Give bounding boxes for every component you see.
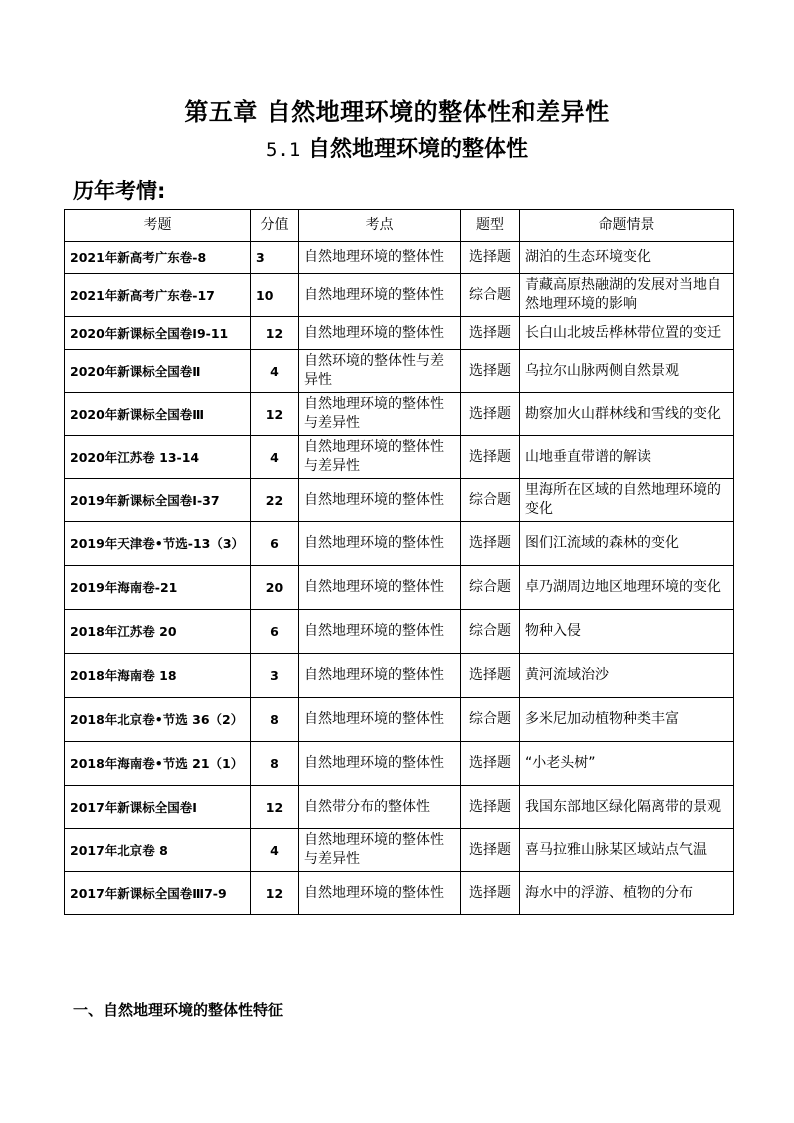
cell-context: 海水中的浮游、植物的分布 — [520, 872, 734, 915]
cell-type: 选择题 — [461, 742, 520, 786]
cell-exam: 2021年新高考广东卷-17 — [65, 274, 251, 317]
cell-topic: 自然地理环境的整体性 — [299, 242, 461, 274]
cell-score: 22 — [251, 479, 299, 522]
table-row — [65, 742, 734, 786]
table-row — [65, 566, 734, 610]
cell-context: 喜马拉雅山脉某区域站点气温 — [520, 829, 734, 872]
cell-type: 综合题 — [461, 274, 520, 317]
cell-topic: 自然地理环境的整体性 — [299, 872, 461, 915]
cell-score: 12 — [251, 872, 299, 915]
cell-topic: 自然环境的整体性与差异性 — [299, 350, 461, 393]
cell-context: 黄河流域治沙 — [520, 654, 734, 698]
cell-score: 12 — [251, 317, 299, 350]
cell-type: 选择题 — [461, 522, 520, 566]
cell-context: 我国东部地区绿化隔离带的景观 — [520, 786, 734, 829]
cell-exam: 2017年新课标全国卷Ⅲ7-9 — [65, 872, 251, 915]
table-row — [65, 317, 734, 350]
cell-context: “小老头树” — [520, 742, 734, 786]
cell-context: 长白山北坡岳桦林带位置的变迁 — [520, 317, 734, 350]
section-number: 5.1 — [265, 139, 301, 161]
cell-topic: 自然地理环境的整体性 — [299, 654, 461, 698]
cell-score: 8 — [251, 742, 299, 786]
chapter-title: 第五章 自然地理环境的整体性和差异性 — [184, 98, 610, 126]
cell-type: 综合题 — [461, 566, 520, 610]
cell-topic: 自然地理环境的整体性与差异性 — [299, 436, 461, 479]
cell-score: 12 — [251, 393, 299, 436]
cell-topic: 自然地理环境的整体性 — [299, 317, 461, 350]
cell-type: 选择题 — [461, 654, 520, 698]
table-row — [65, 393, 734, 436]
cell-score: 4 — [251, 829, 299, 872]
header-score: 分值 — [251, 210, 299, 242]
cell-exam: 2018年江苏卷 20 — [65, 610, 251, 654]
cell-type: 选择题 — [461, 317, 520, 350]
cell-exam: 2019年天津卷•节选-13（3） — [65, 522, 251, 566]
cell-exam: 2017年新课标全国卷Ⅰ — [65, 786, 251, 829]
cell-score: 6 — [251, 522, 299, 566]
table-row — [65, 274, 734, 317]
cell-exam: 2020年新课标全国卷Ⅱ — [65, 350, 251, 393]
cell-topic: 自然地理环境的整体性 — [299, 698, 461, 742]
cell-score: 10 — [251, 274, 299, 317]
cell-topic: 自然地理环境的整体性 — [299, 274, 461, 317]
cell-score: 4 — [251, 436, 299, 479]
cell-context: 图们江流域的森林的变化 — [520, 522, 734, 566]
cell-exam: 2020年江苏卷 13-14 — [65, 436, 251, 479]
header-topic: 考点 — [299, 210, 461, 242]
cell-type: 选择题 — [461, 393, 520, 436]
cell-type: 综合题 — [461, 479, 520, 522]
cell-type: 选择题 — [461, 872, 520, 915]
cell-context: 卓乃湖周边地区地理环境的变化 — [520, 566, 734, 610]
cell-context: 里海所在区域的自然地理环境的变化 — [520, 479, 734, 522]
section-title-text: 自然地理环境的整体性 — [307, 137, 528, 162]
cell-context: 多米尼加动植物种类丰富 — [520, 698, 734, 742]
heading-1: 一、自然地理环境的整体性特征 — [73, 1001, 284, 1019]
cell-topic: 自然地理环境的整体性 — [299, 742, 461, 786]
header-context: 命题情景 — [520, 210, 734, 242]
cell-exam: 2018年北京卷•节选 36（2） — [65, 698, 251, 742]
cell-topic: 自然地理环境的整体性 — [299, 522, 461, 566]
cell-exam: 2020年新课标全国卷Ⅰ9-11 — [65, 317, 251, 350]
cell-topic: 自然地理环境的整体性 — [299, 610, 461, 654]
cell-topic: 自然地理环境的整体性与差异性 — [299, 393, 461, 436]
cell-score: 6 — [251, 610, 299, 654]
table-header-row — [65, 210, 734, 242]
cell-exam: 2019年海南卷-21 — [65, 566, 251, 610]
table-row — [65, 872, 734, 915]
table-row — [65, 350, 734, 393]
cell-type: 选择题 — [461, 242, 520, 274]
exam-table — [64, 209, 734, 915]
table-row — [65, 522, 734, 566]
cell-type: 选择题 — [461, 829, 520, 872]
table-row — [65, 610, 734, 654]
cell-exam: 2021年新高考广东卷-8 — [65, 242, 251, 274]
cell-score: 20 — [251, 566, 299, 610]
cell-score: 4 — [251, 350, 299, 393]
cell-context: 湖泊的生态环境变化 — [520, 242, 734, 274]
cell-context: 乌拉尔山脉两侧自然景观 — [520, 350, 734, 393]
table-row — [65, 654, 734, 698]
cell-type: 综合题 — [461, 610, 520, 654]
cell-score: 3 — [251, 654, 299, 698]
table-row — [65, 436, 734, 479]
header-type: 题型 — [461, 210, 520, 242]
cell-exam: 2018年海南卷•节选 21（1） — [65, 742, 251, 786]
table-row — [65, 698, 734, 742]
cell-score: 3 — [251, 242, 299, 274]
cell-context: 山地垂直带谱的解读 — [520, 436, 734, 479]
cell-context: 青藏高原热融湖的发展对当地自然地理环境的影响 — [520, 274, 734, 317]
history-label: 历年考情: — [73, 179, 166, 203]
table-row — [65, 786, 734, 829]
cell-topic: 自然地理环境的整体性 — [299, 479, 461, 522]
table-row — [65, 829, 734, 872]
cell-score: 8 — [251, 698, 299, 742]
section-title — [0, 132, 794, 163]
cell-type: 选择题 — [461, 786, 520, 829]
cell-type: 选择题 — [461, 350, 520, 393]
cell-topic: 自然地理环境的整体性 — [299, 566, 461, 610]
cell-score: 12 — [251, 786, 299, 829]
cell-type: 综合题 — [461, 698, 520, 742]
cell-exam: 2019年新课标全国卷Ⅰ-37 — [65, 479, 251, 522]
table-row — [65, 242, 734, 274]
cell-context: 勘察加火山群林线和雪线的变化 — [520, 393, 734, 436]
cell-exam: 2018年海南卷 18 — [65, 654, 251, 698]
table-row — [65, 479, 734, 522]
cell-topic: 自然带分布的整体性 — [299, 786, 461, 829]
cell-topic: 自然地理环境的整体性与差异性 — [299, 829, 461, 872]
header-exam: 考题 — [65, 210, 251, 242]
cell-exam: 2020年新课标全国卷Ⅲ — [65, 393, 251, 436]
cell-exam: 2017年北京卷 8 — [65, 829, 251, 872]
cell-type: 选择题 — [461, 436, 520, 479]
cell-context: 物种入侵 — [520, 610, 734, 654]
